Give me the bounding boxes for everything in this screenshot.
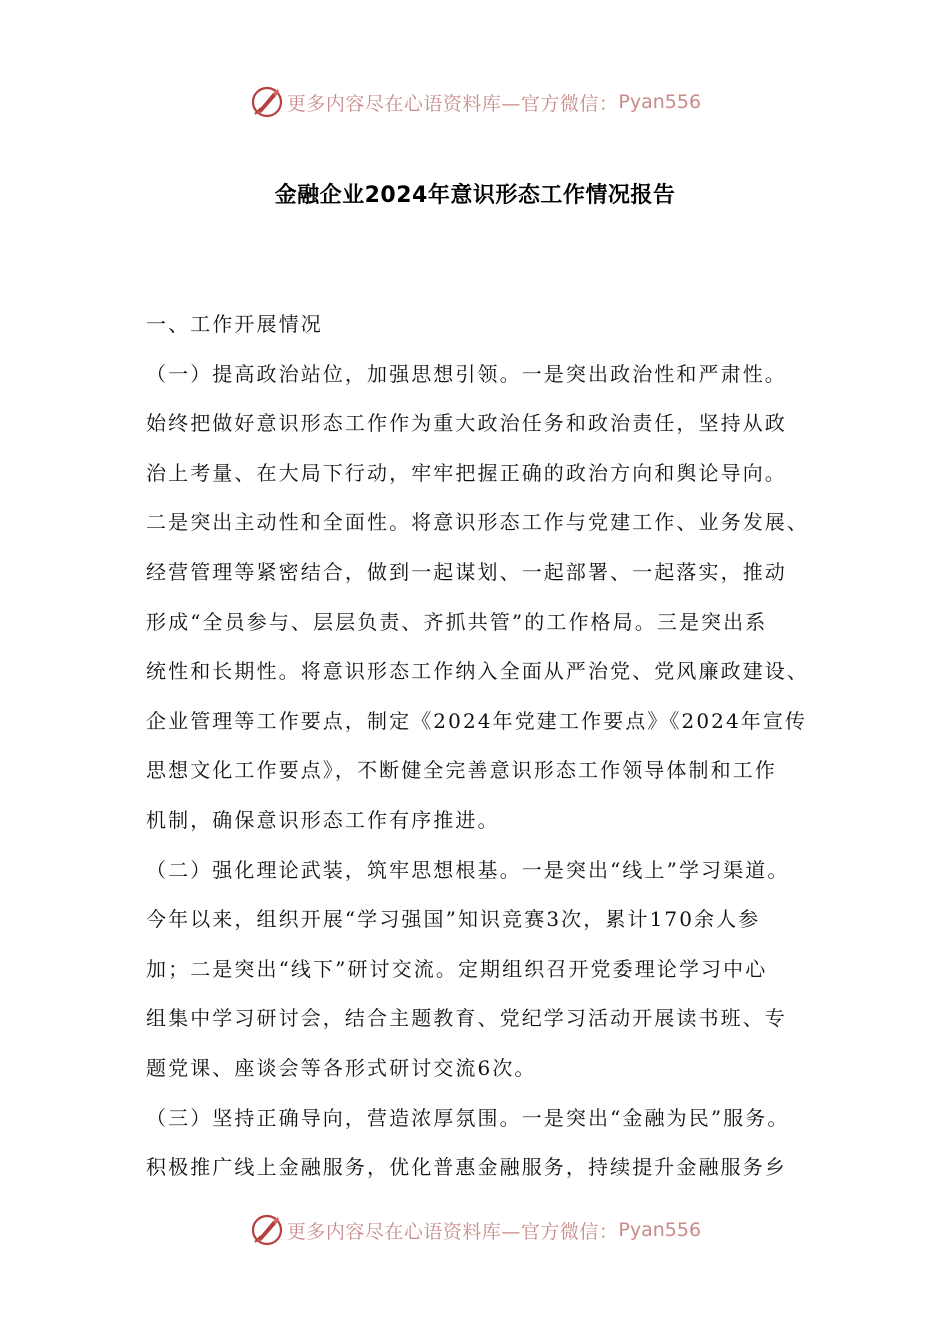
paragraph-line: 机制，确保意识形态工作有序推进。 <box>146 807 500 832</box>
section-heading: 一、工作开展情况 <box>146 312 323 336</box>
banner-text: 更多内容尽在心语资料库—官方微信： <box>286 1220 619 1243</box>
paragraph-line: 统性和长期性。将意识形态工作纳入全面从严治党、党风廉政建设、 <box>146 659 809 684</box>
paragraph-line: （三）坚持正确导向，营造浓厚氛围。一是突出“金融为民”服务。 <box>146 1105 790 1130</box>
paragraph-line: 企业管理等工作要点，制定《2024年党建工作要点》《2024年宣传 <box>146 708 808 733</box>
quill-logo-icon <box>249 1212 285 1248</box>
paragraph-line: （二）强化理论武装，筑牢思想根基。一是突出“线上”学习渠道。 <box>146 857 790 882</box>
document-body <box>146 300 826 1193</box>
document-title: 金融企业2024年意识形态工作情况报告 <box>274 183 676 208</box>
paragraph-line: （一）提高政治站位，加强思想引领。一是突出政治性和严肃性。 <box>146 361 787 386</box>
paragraph-line: 经营管理等紧密结合，做到一起谋划、一起部署、一起落实，推动 <box>146 559 787 584</box>
paragraph-line: 今年以来，组织开展“学习强国”知识竞赛3次，累计170余人参 <box>146 907 761 932</box>
banner-wechat-id: Pyan556 <box>618 1219 702 1241</box>
paragraph-line: 题党课、座谈会等各形式研讨交流6次。 <box>146 1055 537 1080</box>
paragraph-line: 积极推广线上金融服务，优化普惠金融服务，持续提升金融服务乡 <box>146 1155 787 1180</box>
paragraph-line: 形成“全员参与、层层负责、齐抓共管”的工作格局。三是突出系 <box>146 609 768 634</box>
paragraph-line: 加；二是突出“线下”研讨交流。定期组织召开党委理论学习中心 <box>146 956 768 981</box>
paragraph-line: 始终把做好意识形态工作作为重大政治任务和政治责任，坚持从政 <box>146 411 787 436</box>
footer-watermark-banner <box>0 1210 950 1250</box>
banner-wechat-id: Pyan556 <box>618 91 702 113</box>
paragraph-line: 二是突出主动性和全面性。将意识形态工作与党建工作、业务发展、 <box>146 510 809 535</box>
paragraph-line: 治上考量、在大局下行动，牢牢把握正确的政治方向和舆论导向。 <box>146 460 787 485</box>
banner-text: 更多内容尽在心语资料库—官方微信： <box>286 92 619 115</box>
paragraph-line: 思想文化工作要点》，不断健全完善意识形态工作领导体制和工作 <box>146 758 777 783</box>
quill-logo-icon <box>249 84 285 120</box>
header-watermark-banner <box>0 82 950 122</box>
paragraph-line: 组集中学习研讨会，结合主题教育、党纪学习活动开展读书班、专 <box>146 1006 787 1031</box>
